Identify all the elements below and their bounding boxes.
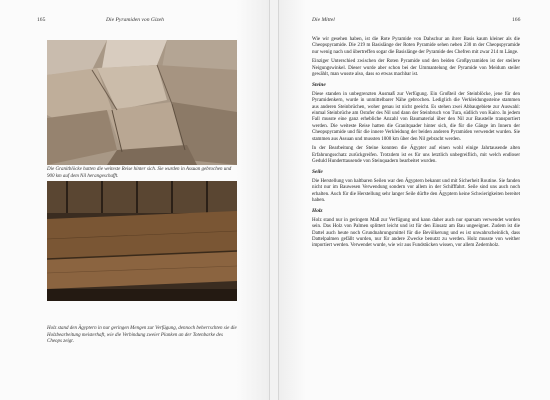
section-heading-seile: Seile [312,169,323,176]
book-gutter [270,0,278,400]
granite-blocks-photo [47,40,237,165]
left-running-head: Die Pyramiden von Gizeh [106,17,164,23]
wooden-barque-photo [47,181,237,301]
section-heading-steine: Steine [312,82,326,89]
right-running-head: Die Mittel [312,17,335,23]
steine-paragraph-1: Diese standen in unbegrenzten Ausmaß zur Verfügung. Ein Großteil der Steinblöcke, jene für den Pyramidenkern, wurde in unmittelbarer Nähe gebrochen. Lediglich die Verkleidungssteine stammen aus anderen Steinbrüchen, woher genau ist nicht geeicht. Es stehen zwei Abbaugebiete zur Auswahl: einmal Steinbrüche am Ostufer des Nil und dann der Steinbruch von Tura, südlich von Kairo. In jedem Fall musste eine ganz erhebliche Anzahl von Baumaterial über den Nil zur Baustelle transportiert werden. Die weiteste Reise hatten die Granitquader hinter sich, die für die Gänge im Innern der Cheopspyramide und für die innere Verkleidung der beiden anderen Pyramiden verwendet wurden. Sie stammen aus Assuan und mussten 1000 km über den Nil gebracht werden. [312,91,520,142]
steine-paragraph-2: In der Bearbeitung der Steine konnten die Ägypter auf einen wohl einige Jahrtausende alten Erfahrungsschatz zurückgreifen. Trotzdem ist es für uns letztlich unbegreiflich, mit welch endloser Geduld Hunderttausende von Steinquadern bearbeitet wurden. [312,146,520,164]
granite-caption: Die Granitblöcke hatten die weiteste Reise hinter sich. Sie wurden in Assuan gebrochen und 900 km auf dem Nil herangeschafft. [47,167,232,179]
right-page-number: 166 [512,17,521,23]
intro-paragraph-1: Wie wir gesehen haben, ist die Rote Pyramide von Dahschur an ihrer Basis kaum kleiner als die Cheopspyramide. Die 219 m Basislänge der Roten Pyramide sehen neben 230 m der Cheopspyramide nur wenig nach und übertreffen sogar die Basislänge der Pyramide des Chefren mit zwar 214 m Länge. [312,37,520,55]
section-heading-holz: Holz [312,208,323,215]
wood-caption: Holz stand den Ägyptern in nur geringen Mengen zur Verfügung, dennoch beherrschten sie die Holzbearbeitung meisterhaft, wie die Verbindung zweier Planken an der Totenbarke des Cheops zeigt. [47,326,237,344]
intro-paragraph-2: Einziger Unterschied zwischen der Roten Pyramide und den beiden Großpyramiden ist der steilere Neigungswinkel. Dieser wurde aber schon bei der Ummantelung der Pyramide von Meidum steiler gewählt, man wusste also, dass so etwas machbar ist. [312,59,520,78]
holz-paragraph: Holz stand nur in geringem Maß zur Verfügung und kann daher auch nur sparsam verwendet worden sein. Das Holz von Palmen splittert leicht und ist für den Einsatz am Bau ungeeignet. Zudem ist die Dattel auch heute noch Grundnahrungsmittel für die Bevölkerung und es ist unwahrscheinlich, dass Dattelpalmen gefällt wurden, nur für andere Zwecke benutzt zu werden. Holz musste von weither importiert werden. Verwendet wurde, wie wir aus Fundstücken wissen, vor allem Zedernholz. [312,217,520,249]
seile-paragraph: Die Herstellung von haltbaren Seilen war den Ägyptern bekannt und mit Sicherheit Routine. Sie fanden nicht nur im Bauwesen Verwendung sondern vor allem in der Schifffahrt. Seile sind uns auch noch erhalten. Auch für die Herstellung sehr langer Seile dürfte den Ägyptern keine Schwierigkeiten bereitet haben. [312,178,520,203]
right-page-body [312,37,520,253]
left-page-number: 165 [37,17,46,23]
